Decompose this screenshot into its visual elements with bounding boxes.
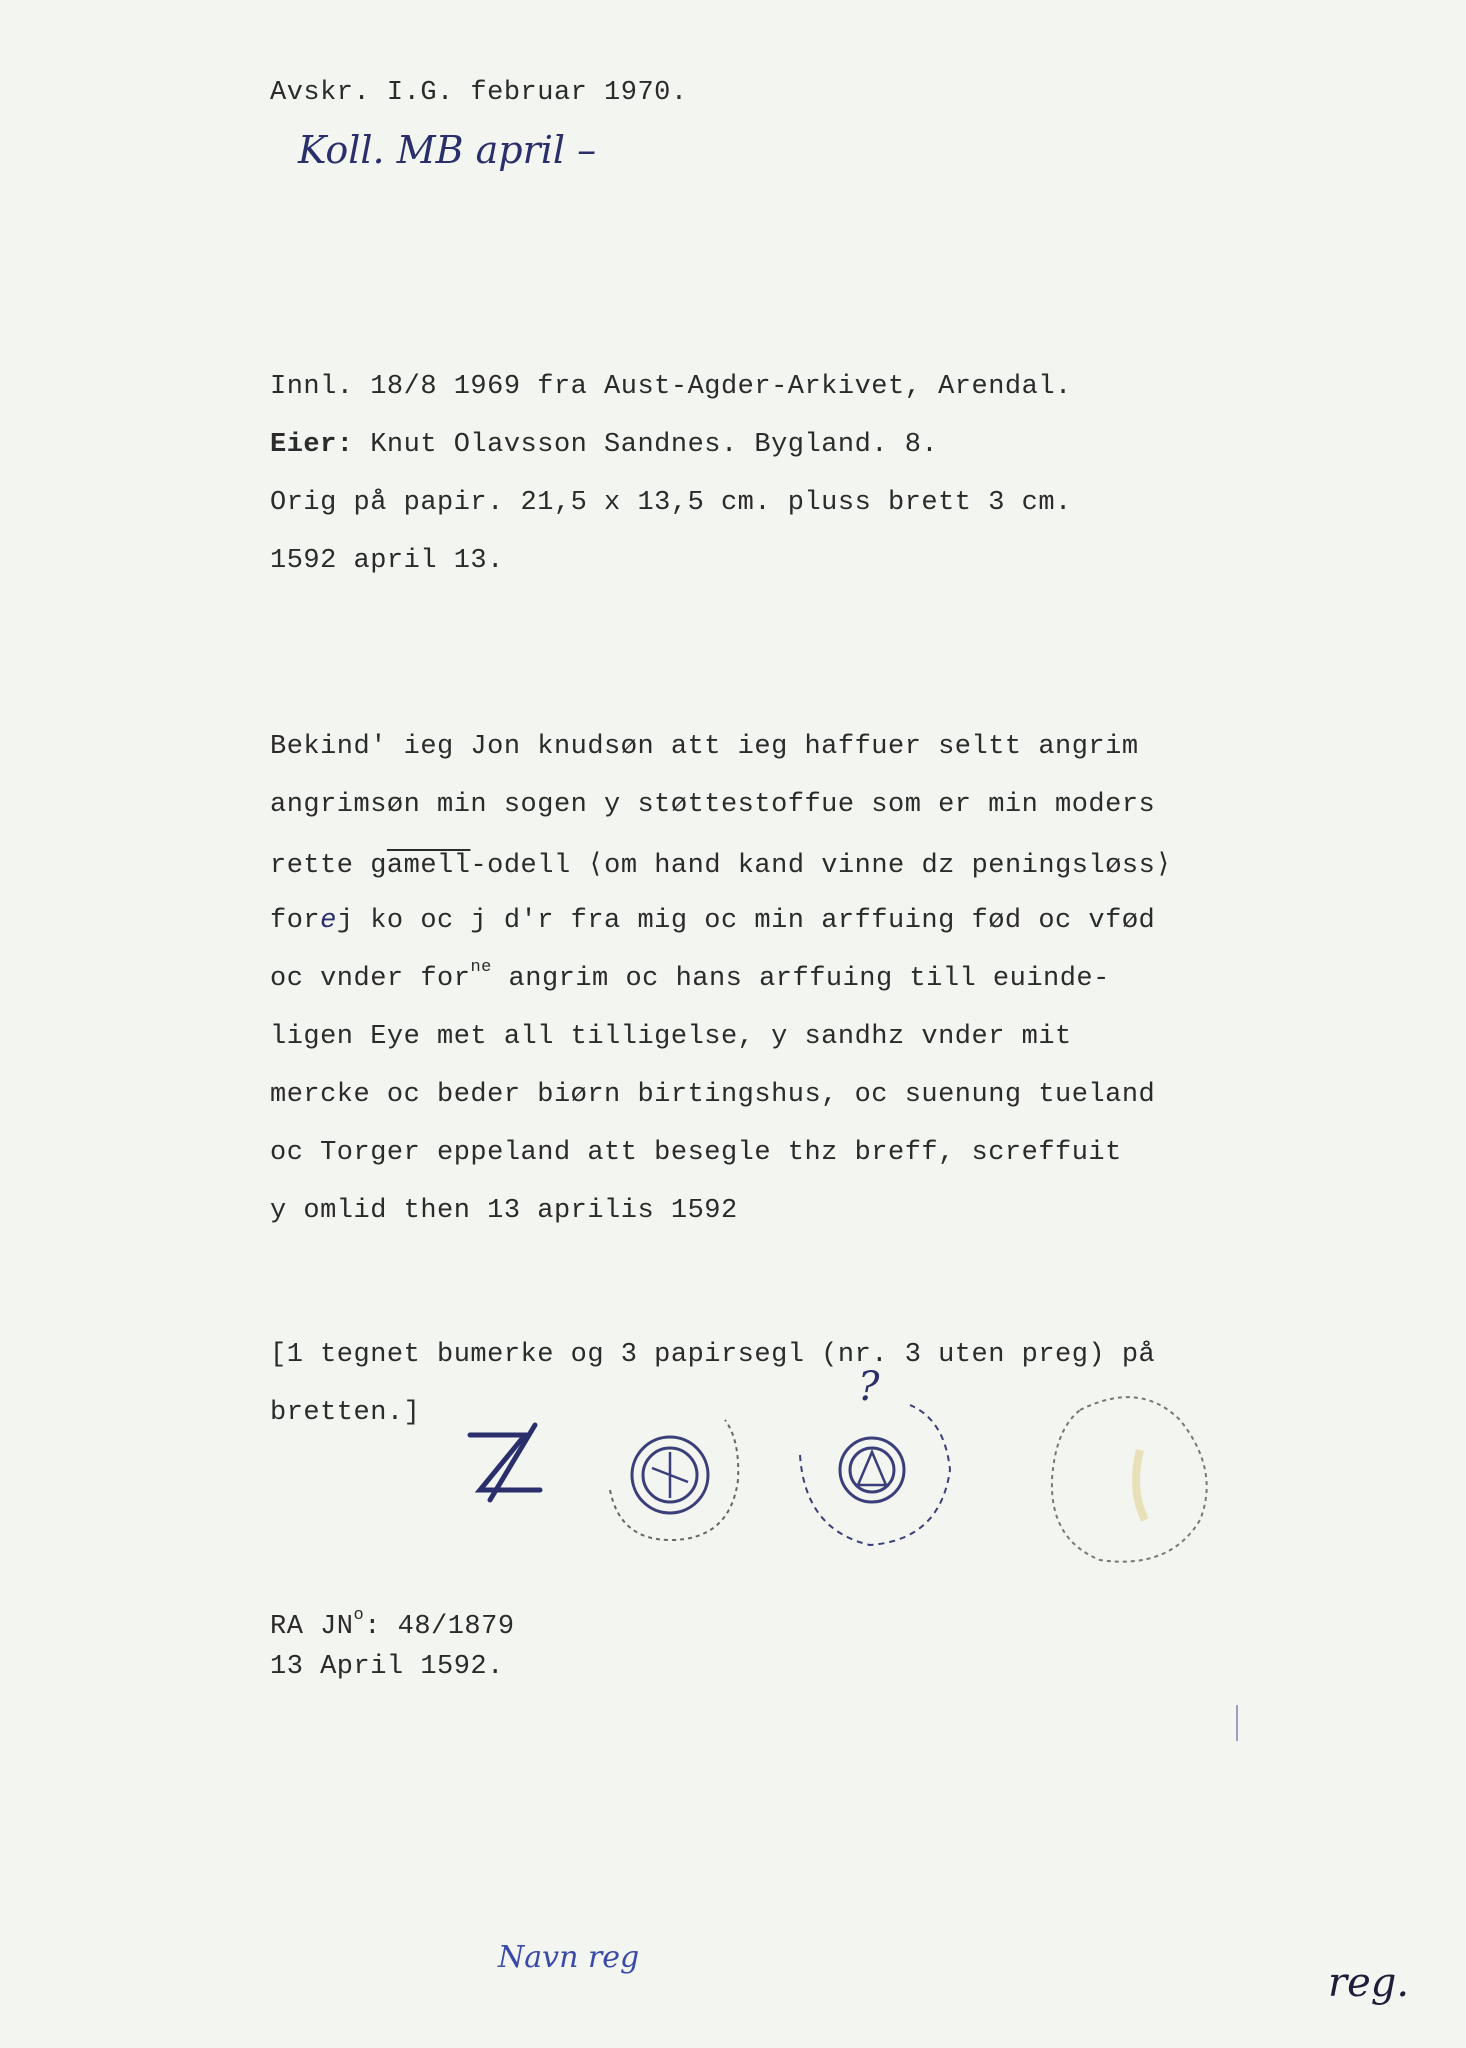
owner-label: Eier: (270, 430, 354, 460)
seal-drawings-svg (440, 1364, 1240, 1590)
handwritten-name-register-note: Navn reg (498, 1940, 640, 1975)
document-date: 1592 april 13. (270, 546, 504, 576)
seal-3-icon (1052, 1397, 1207, 1562)
owner-value: Knut Olavsson Sandnes. Bygland. 8. (370, 430, 939, 460)
seal-drawings (440, 1364, 1240, 1590)
body-line-7: mercke oc beder biørn birtingshus, oc suenung tueland (270, 1080, 1156, 1110)
handwritten-register-note: reg. (1328, 1960, 1410, 2006)
archive-reference-prefix: RA JN (270, 1612, 354, 1642)
seal-1-icon (610, 1420, 738, 1540)
body-line-1: Bekind' ieg Jon knudsøn att ieg haffuer seltt angrim (270, 732, 1139, 762)
body-line-3-part-c: -odell ⟨om hand kand vinne dz peningsløss⟩ (470, 851, 1173, 881)
body-line-9: y omlid then 13 aprilis 1592 (270, 1196, 738, 1226)
archive-reference-number: : 48/1879 (364, 1612, 515, 1642)
body-line-3-abbreviation: amell (386, 851, 471, 881)
owner-line (270, 430, 938, 460)
body-line-3 (270, 848, 1172, 881)
body-line-4-part-c: j ko oc j d'r fra mig oc min arffuing fød oc vfød (336, 906, 1156, 936)
archive-reference-superscript: o (353, 1606, 365, 1625)
body-line-5-part-b: angrim oc hans arffuing till euinde- (491, 964, 1110, 994)
seal-note-line-2: bretten.] (270, 1398, 421, 1428)
original-line: Orig på papir. 21,5 x 13,5 cm. pluss brett 3 cm. (270, 488, 1072, 518)
pencil-tick (1236, 1705, 1238, 1741)
body-line-5 (270, 958, 1110, 994)
received-line: Innl. 18/8 1969 fra Aust-Agder-Arkivet, Arendal. (270, 372, 1072, 402)
body-line-4 (270, 906, 1155, 936)
body-line-5-superscript: ne (470, 958, 492, 977)
seal-note-line-1: [1 tegnet bumerke og 3 papirsegl (nr. 3 uten preg) på (270, 1340, 1156, 1370)
seal-2-icon (800, 1364, 950, 1545)
body-line-4-hand-insert: e (320, 906, 337, 936)
body-line-2: angrimsøn min sogen y støttestoffue som er min moders (270, 790, 1156, 820)
body-line-3-part-a: rette g (270, 851, 387, 881)
house-mark-icon (470, 1425, 540, 1500)
seal-question-mark: ? (858, 1364, 880, 1410)
archive-reference (270, 1606, 515, 1642)
body-line-5-part-a: oc vnder for (270, 964, 471, 994)
body-line-6: ligen Eye met all tilligelse, y sandhz vnder mit (270, 1022, 1072, 1052)
transcription-note: Avskr. I.G. februar 1970. (270, 78, 688, 108)
handwritten-collation-note: Koll. MB april – (298, 128, 597, 172)
body-line-4-part-a: for (270, 906, 321, 936)
body-line-8: oc Torger eppeland att besegle thz breff, screffuit (270, 1138, 1122, 1168)
archive-date: 13 April 1592. (270, 1652, 504, 1682)
